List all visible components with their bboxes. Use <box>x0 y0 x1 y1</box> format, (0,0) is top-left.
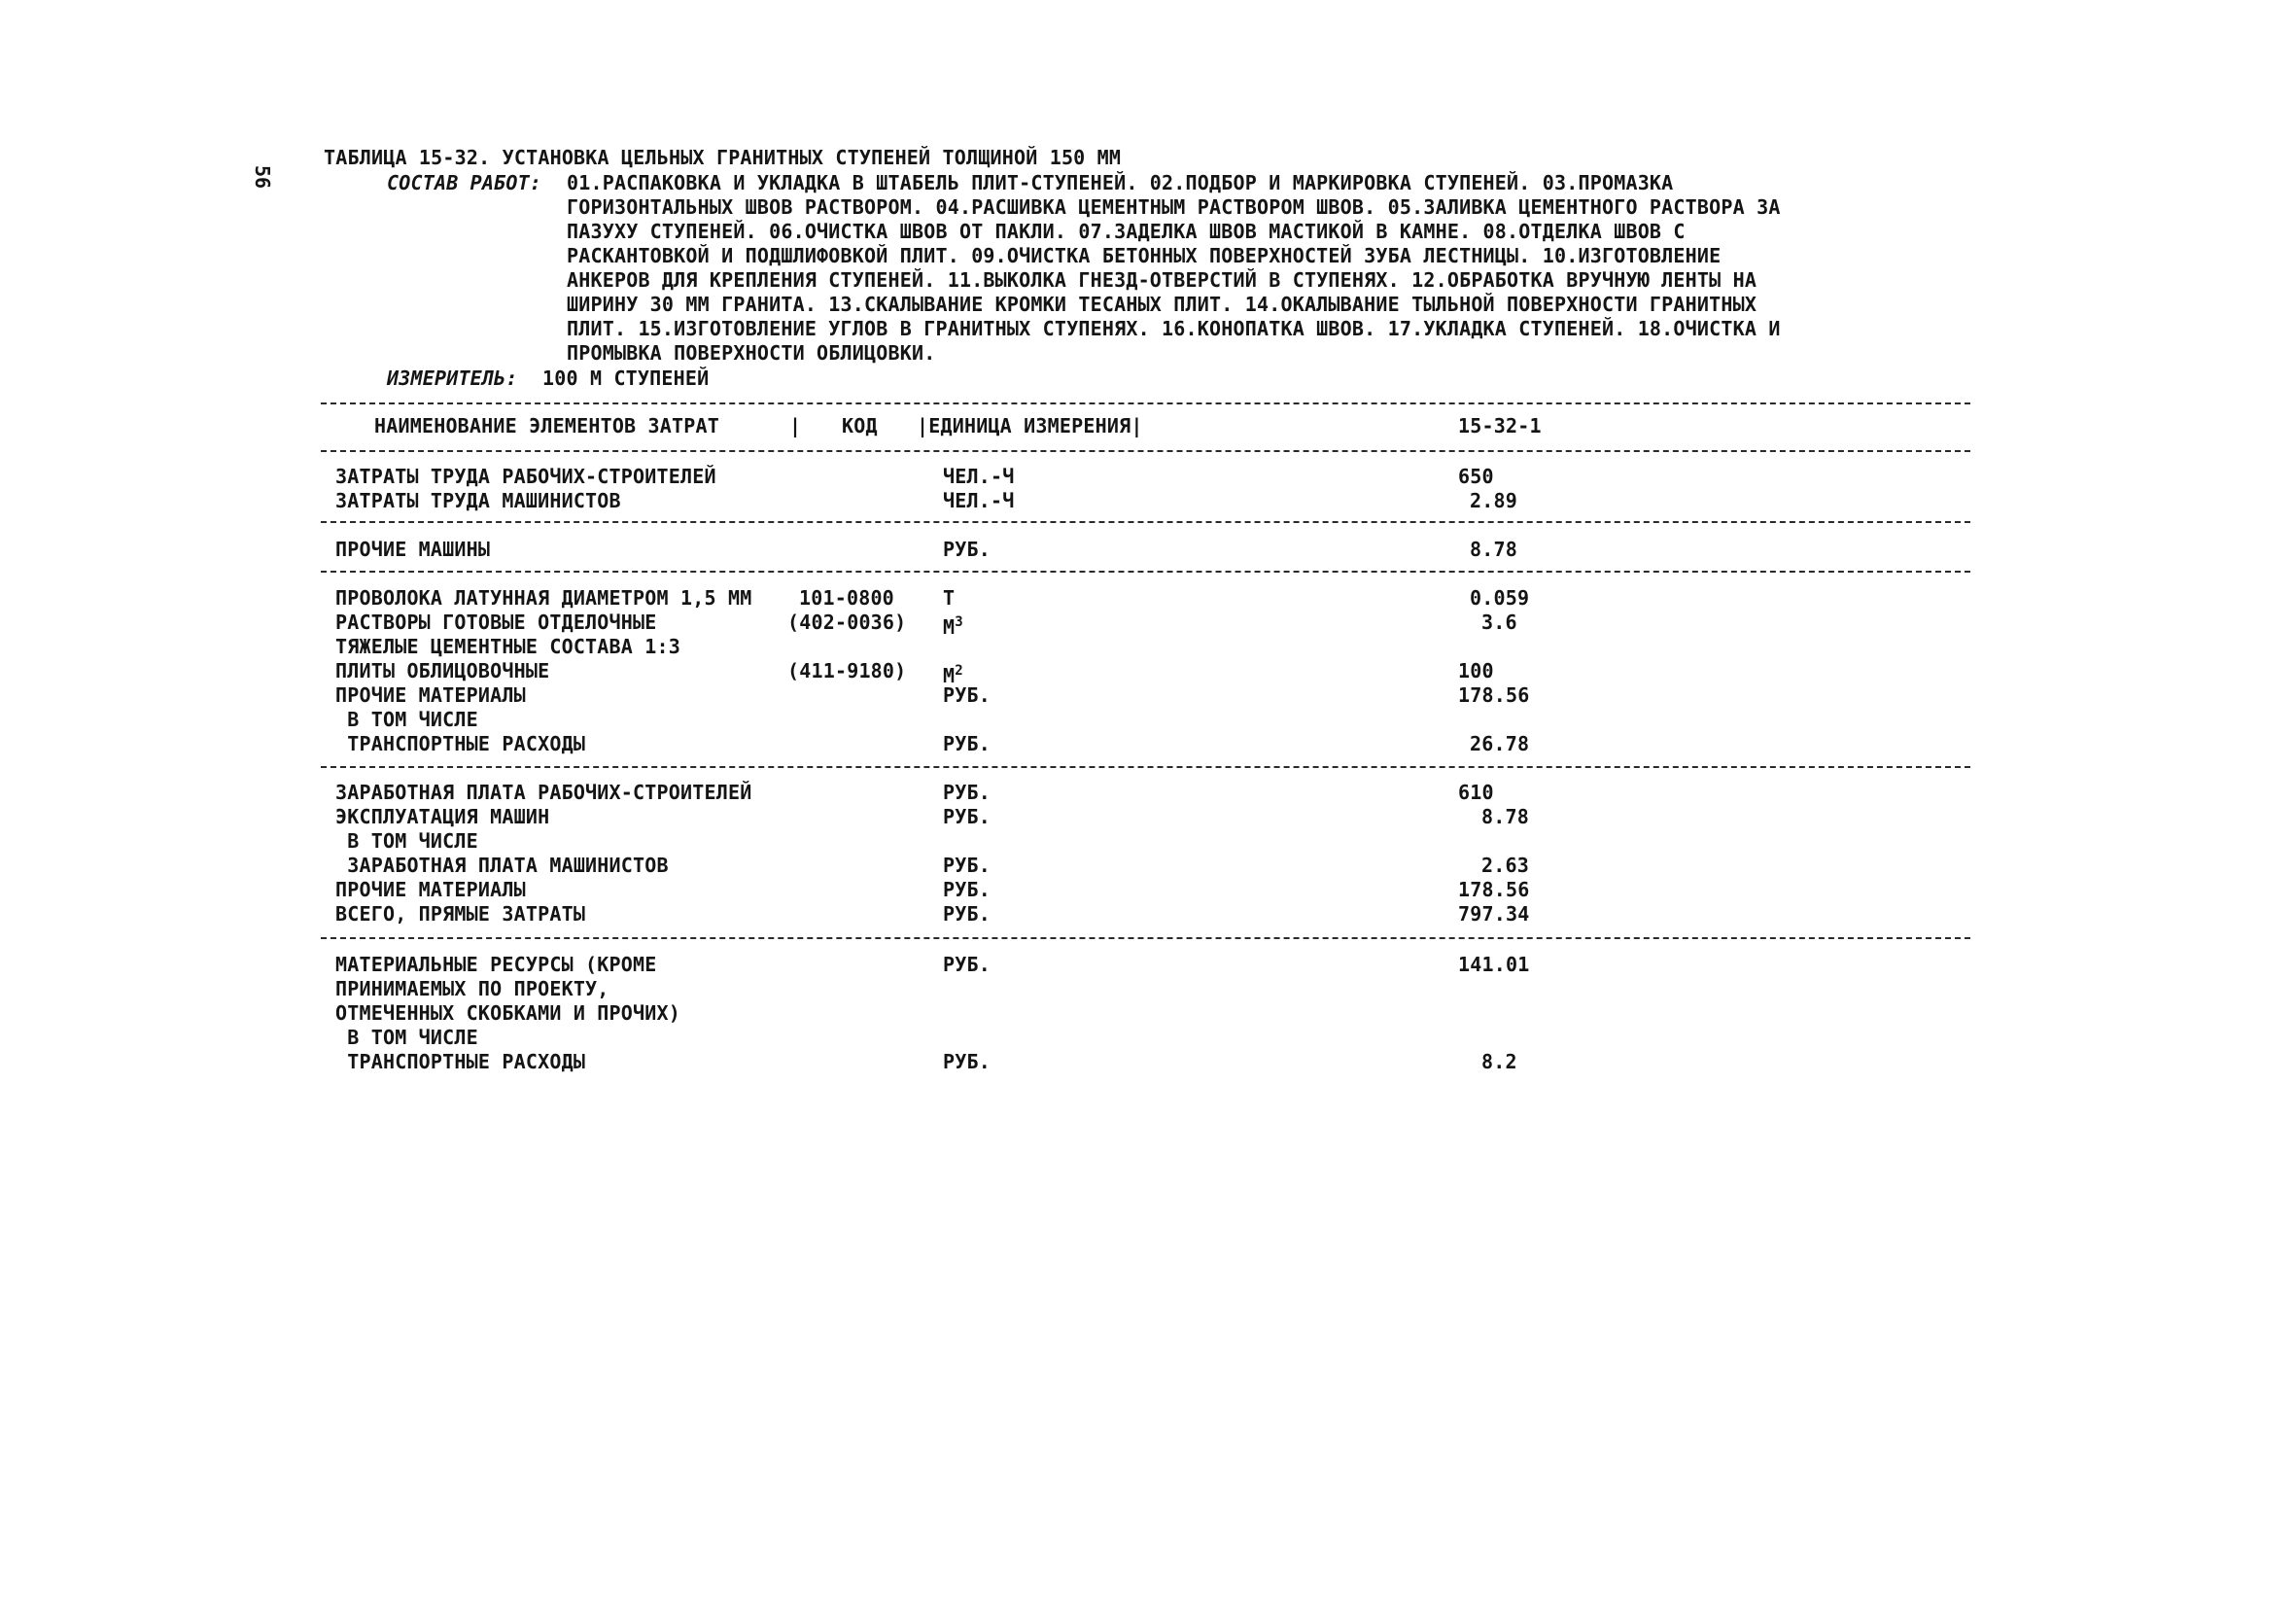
row-value: 2.63 <box>1481 854 1529 877</box>
row-name: ВСЕГО, ПРЯМЫЕ ЗАТРАТЫ <box>335 902 586 926</box>
row-name: В ТОМ ЧИСЛЕ <box>335 1026 478 1049</box>
row-unit: РУБ. <box>943 1050 991 1073</box>
row-name: МАТЕРИАЛЬНЫЕ РЕСУРСЫ (КРОМЕ <box>335 953 657 976</box>
row-name: ОТМЕЧЕННЫХ СКОБКАМИ И ПРОЧИХ) <box>335 1001 680 1025</box>
work-line: 01.РАСПАКОВКА И УКЛАДКА В ШТАБЕЛЬ ПЛИТ-СТУПЕНЕЙ. 02.ПОДБОР И МАРКИРОВКА СТУПЕНЕЙ. 03.ПРОМАЗКА <box>567 171 1674 194</box>
table-title: ТАБЛИЦА 15-32. УСТАНОВКА ЦЕЛЬНЫХ ГРАНИТНЫХ СТУПЕНЕЙ ТОЛЩИНОЙ 150 ММ <box>324 146 1122 169</box>
row-unit: РУБ. <box>943 878 991 901</box>
header-unit: |ЕДИНИЦА ИЗМЕРЕНИЯ| <box>917 414 1143 437</box>
header-column-code: 15-32-1 <box>1458 414 1542 437</box>
row-unit: РУБ. <box>943 854 991 877</box>
row-value: 8.78 <box>1481 805 1529 828</box>
row-name: ПРОЧИЕ МАТЕРИАЛЫ <box>335 878 526 901</box>
row-unit: Т <box>943 586 956 610</box>
row-name: ПРОВОЛОКА ЛАТУННАЯ ДИАМЕТРОМ 1,5 ММ <box>335 586 752 610</box>
row-name: ПРОЧИЕ МАТЕРИАЛЫ <box>335 683 526 707</box>
row-unit: $М^3$ <box>943 614 963 639</box>
row-name: ПЛИТЫ ОБЛИЦОВОЧНЫЕ <box>335 659 550 682</box>
page-number: 56 <box>251 165 274 190</box>
row-value: 141.01 <box>1458 953 1530 976</box>
divider <box>321 937 1970 939</box>
row-value: 610 <box>1458 781 1494 804</box>
row-value: 3.6 <box>1481 611 1517 634</box>
row-name: ТРАНСПОРТНЫЕ РАСХОДЫ <box>335 1050 586 1073</box>
work-line: ПРОМЫВКА ПОВЕРХНОСТИ ОБЛИЦОВКИ. <box>567 341 936 365</box>
work-line: АНКЕРОВ ДЛЯ КРЕПЛЕНИЯ СТУПЕНЕЙ. 11.ВЫКОЛКА ГНЕЗД-ОТВЕРСТИЙ В СТУПЕНЯХ. 12.ОБРАБОТКА ВРУЧНУЮ ЛЕНТЫ НА <box>567 268 1757 292</box>
row-unit: РУБ. <box>943 902 991 926</box>
row-code: 101-0800 <box>799 586 894 610</box>
row-value: 178.56 <box>1458 878 1530 901</box>
header-name: НАИМЕНОВАНИЕ ЭЛЕМЕНТОВ ЗАТРАТ <box>374 414 719 437</box>
row-name: ПРИНИМАЕМЫХ ПО ПРОЕКТУ, <box>335 977 609 1000</box>
work-line: ПАЗУХУ СТУПЕНЕЙ. 06.ОЧИСТКА ШВОВ ОТ ПАКЛИ. 07.ЗАДЕЛКА ШВОВ МАСТИКОЙ В КАМНЕ. 08.ОТДЕЛКА ШВОВ С <box>567 220 1686 243</box>
row-code: (402-0036) <box>787 611 907 634</box>
row-name: В ТОМ ЧИСЛЕ <box>335 708 478 731</box>
work-line: ПЛИТ. 15.ИЗГОТОВЛЕНИЕ УГЛОВ В ГРАНИТНЫХ СТУПЕНЯХ. 16.КОНОПАТКА ШВОВ. 17.УКЛАДКА СТУПЕНЕЙ. 18.ОЧИСТКА И <box>567 317 1781 340</box>
row-code: (411-9180) <box>787 659 907 682</box>
row-value: 178.56 <box>1458 683 1530 707</box>
row-value: 8.78 <box>1470 538 1517 561</box>
row-name: ТРАНСПОРТНЫЕ РАСХОДЫ <box>335 732 586 755</box>
row-value: 8.2 <box>1481 1050 1517 1073</box>
row-name: РАСТВОРЫ ГОТОВЫЕ ОТДЕЛОЧНЫЕ <box>335 611 657 634</box>
row-unit: РУБ. <box>943 732 991 755</box>
divider <box>321 766 1970 768</box>
header-separator: | <box>789 414 802 437</box>
work-composition-label: СОСТАВ РАБОТ: <box>387 171 542 194</box>
row-name: ЗАТРАТЫ ТРУДА РАБОЧИХ-СТРОИТЕЛЕЙ <box>335 465 716 488</box>
work-line: РАСКАНТОВКОЙ И ПОДШЛИФОВКОЙ ПЛИТ. 09.ОЧИСТКА БЕТОННЫХ ПОВЕРХНОСТЕЙ ЗУБА ЛЕСТНИЦЫ. 10.ИЗГОТОВЛЕНИЕ <box>567 244 1722 267</box>
row-name: ЗАРАБОТНАЯ ПЛАТА МАШИНИСТОВ <box>335 854 669 877</box>
divider <box>321 402 1970 404</box>
row-unit: РУБ. <box>943 683 991 707</box>
row-name: ПРОЧИЕ МАШИНЫ <box>335 538 491 561</box>
row-value: 797.34 <box>1458 902 1530 926</box>
header-code: КОД <box>842 414 878 437</box>
row-unit: $М^2$ <box>943 663 963 687</box>
row-name: ЗАТРАТЫ ТРУДА МАШИНИСТОВ <box>335 489 621 512</box>
row-unit: РУБ. <box>943 781 991 804</box>
row-unit: РУБ. <box>943 805 991 828</box>
row-unit: ЧЕЛ.-Ч <box>943 489 1015 512</box>
meter-value: 100 М СТУПЕНЕЙ <box>542 367 710 390</box>
row-value: 650 <box>1458 465 1494 488</box>
row-value: 2.89 <box>1470 489 1517 512</box>
row-unit: РУБ. <box>943 538 991 561</box>
row-unit: РУБ. <box>943 953 991 976</box>
divider <box>321 450 1970 452</box>
row-name: ЗАРАБОТНАЯ ПЛАТА РАБОЧИХ-СТРОИТЕЛЕЙ <box>335 781 752 804</box>
row-value: 100 <box>1458 659 1494 682</box>
row-name: ЭКСПЛУАТАЦИЯ МАШИН <box>335 805 550 828</box>
divider <box>321 521 1970 523</box>
row-name: В ТОМ ЧИСЛЕ <box>335 829 478 853</box>
work-line: ШИРИНУ 30 ММ ГРАНИТА. 13.СКАЛЫВАНИЕ КРОМКИ ТЕСАНЫХ ПЛИТ. 14.ОКАЛЫВАНИЕ ТЫЛЬНОЙ ПОВЕРХНОСТИ ГРАНИТНЫХ <box>567 293 1757 316</box>
row-name: ТЯЖЕЛЫЕ ЦЕМЕНТНЫЕ СОСТАВА 1:3 <box>335 635 680 658</box>
divider <box>321 571 1970 573</box>
row-value: 0.059 <box>1470 586 1530 610</box>
meter-label: ИЗМЕРИТЕЛЬ: <box>387 367 518 390</box>
row-unit: ЧЕЛ.-Ч <box>943 465 1015 488</box>
row-value: 26.78 <box>1470 732 1530 755</box>
work-line: ГОРИЗОНТАЛЬНЫХ ШВОВ РАСТВОРОМ. 04.РАСШИВКА ЦЕМЕНТНЫМ РАСТВОРОМ ШВОВ. 05.ЗАЛИВКА ЦЕМЕНТНОГО РАСТВОРА ЗА <box>567 195 1781 219</box>
